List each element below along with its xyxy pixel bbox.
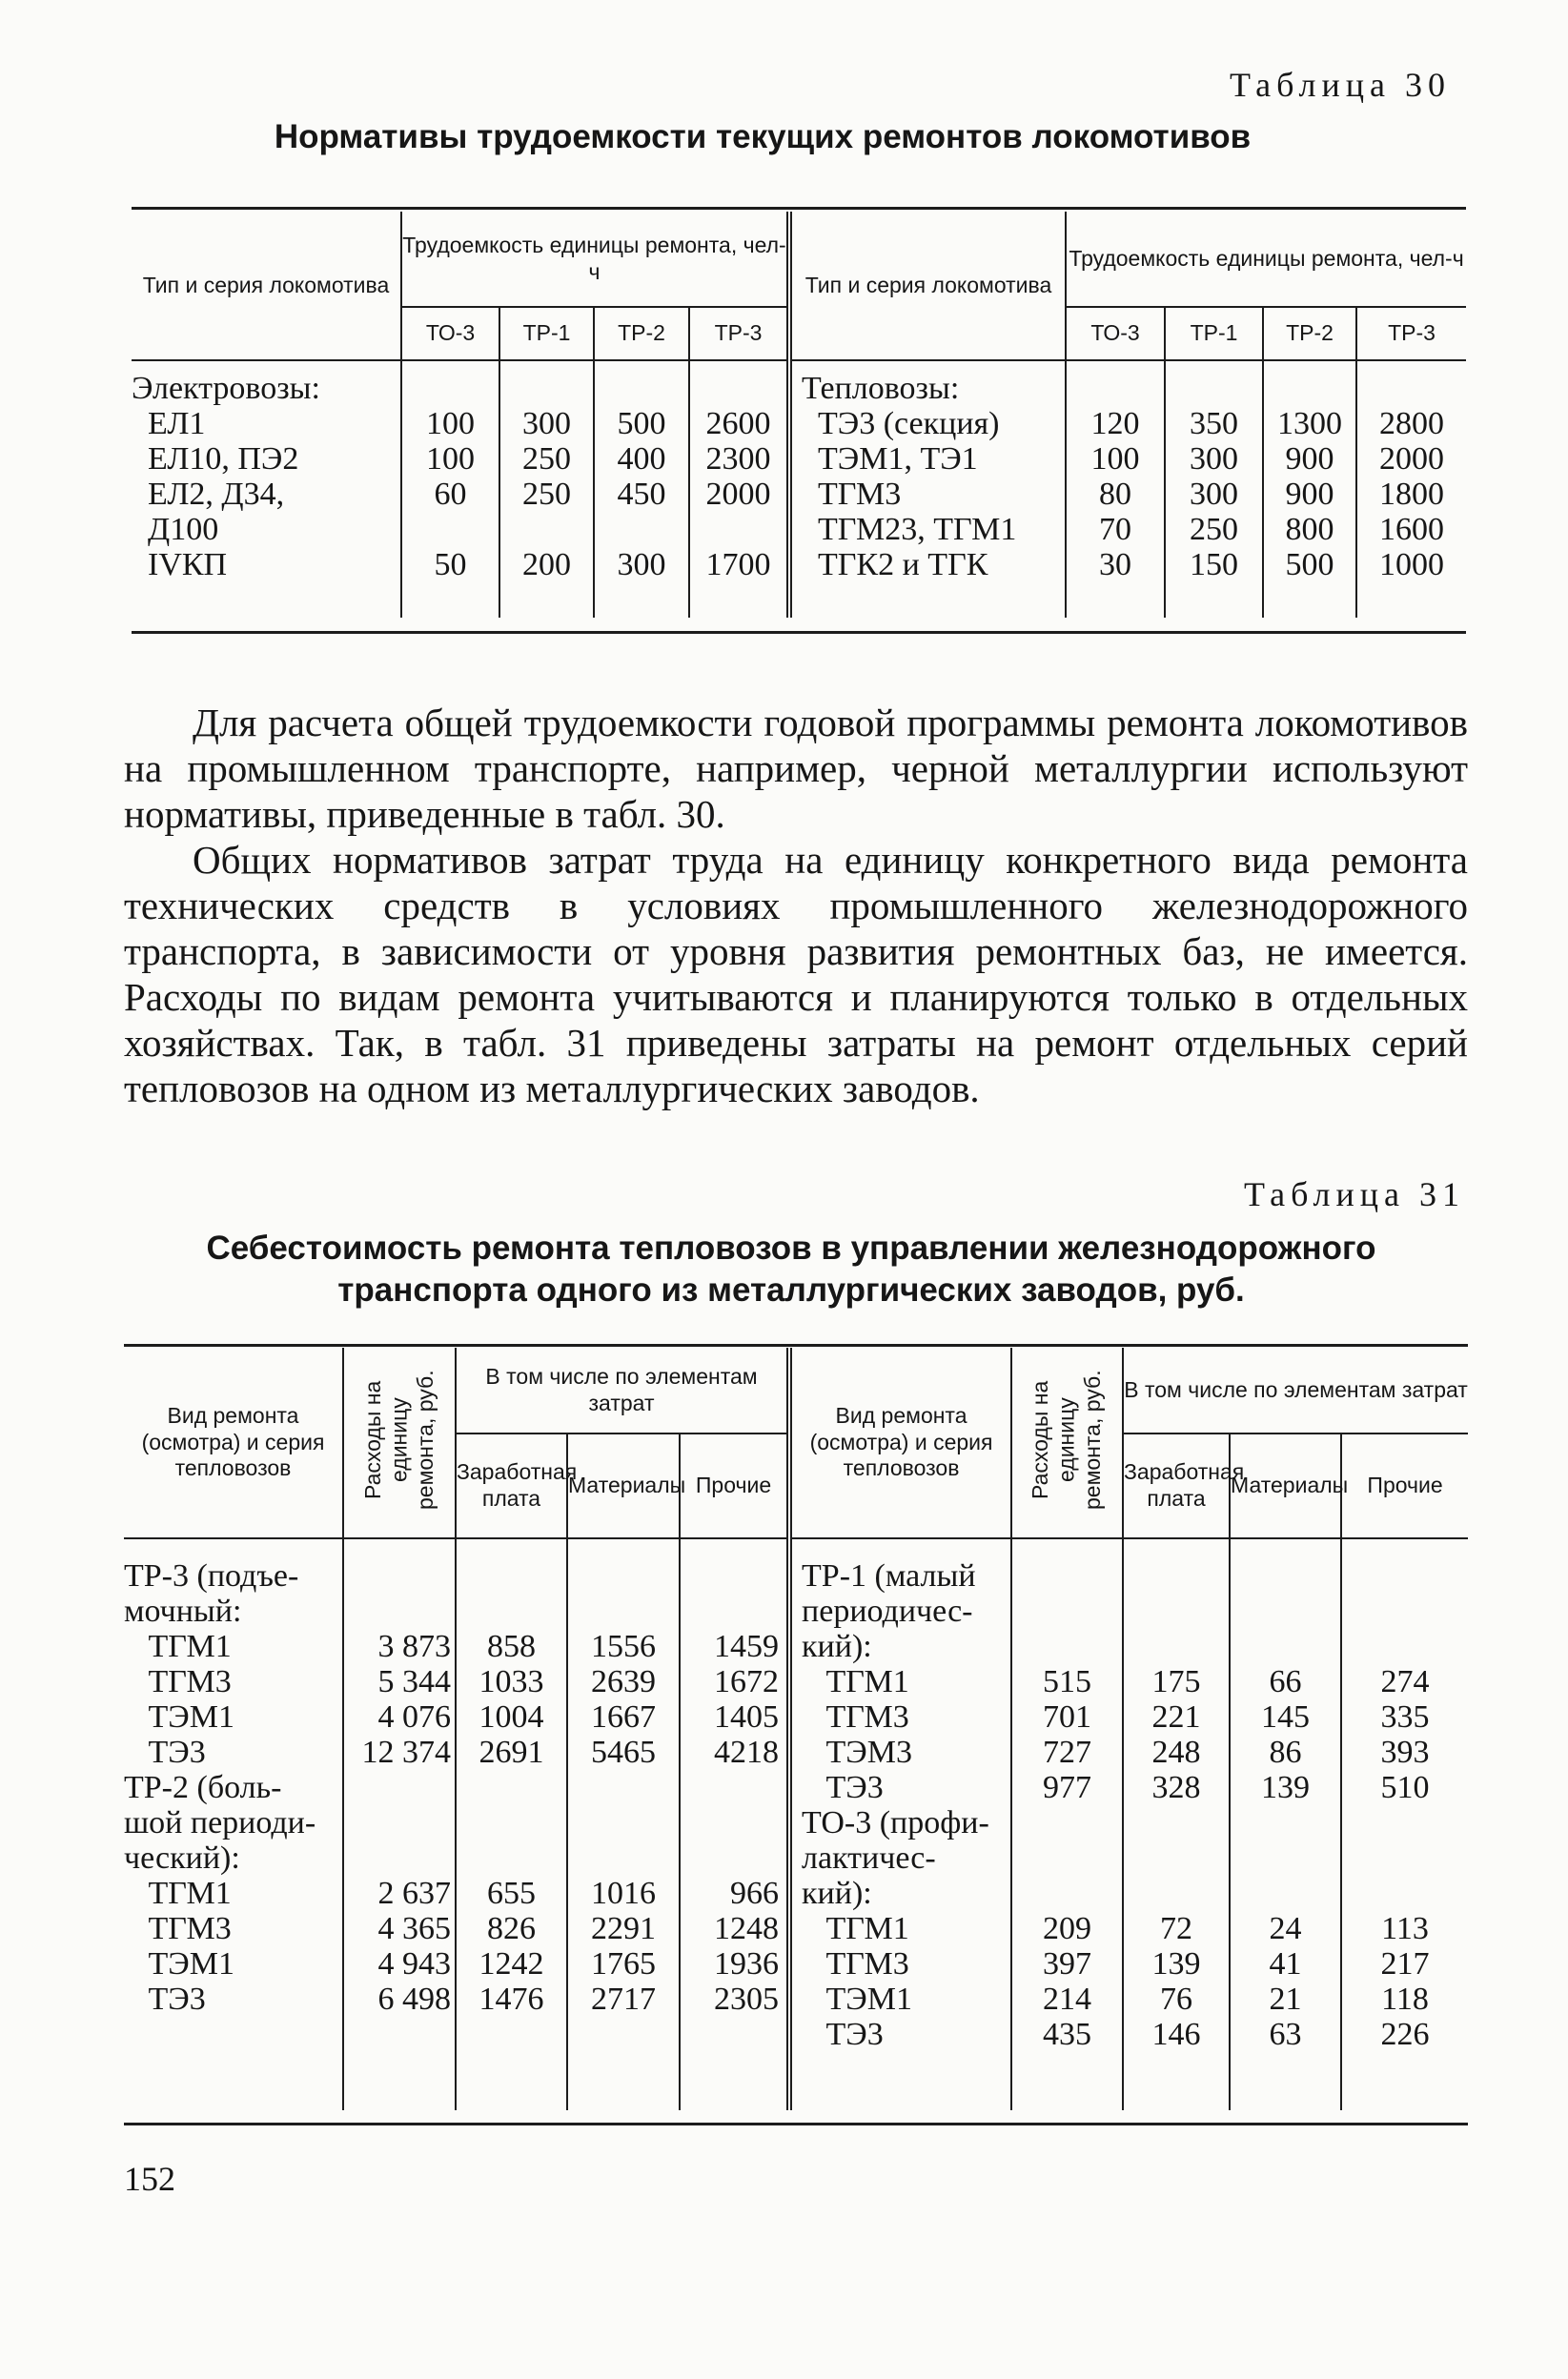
page-number: 152 [124,2160,175,2198]
table31-right-cost: 515 701 727 977 209 397 214 435 [1011,1538,1123,2110]
table30-right-tr1: 350 300 300 250 150 [1165,360,1263,618]
table31-right-kinds: ТР-1 (малый периодичес- кий): ТГМ1 ТГМ3 ТЭМ3 ТЭ3 ТО-3 (профи- лактичес- кий): ТГМ1 ТГМ3 ТЭМ1 ТЭ3 [789,1538,1011,2110]
table31-header-cost-left-text: Расходы на единицу ремонта, руб. [359,1369,438,1510]
table31-header-mat-right: Материалы [1230,1434,1341,1538]
table30-header-tr2-right: ТР-2 [1263,307,1356,360]
table30-caption: Таблица 30 [1230,66,1451,104]
table30-header-to3-right: ТО-3 [1066,307,1165,360]
table30-header-labor-right: Трудоемкость единицы ремонта, чел-ч [1066,212,1466,307]
table30-right-to3: 120 100 80 70 30 [1066,360,1165,618]
table31-header-cost-left [343,1348,456,1538]
table30-bottom-rule [132,631,1466,634]
table30-right-types: Тепловозы: ТЭ3 (секция) ТЭМ1, ТЭ1 ТГМ3 ТГМ23, ТГМ1 ТГК2 и ТГК [789,360,1066,618]
table31-left-kinds: ТР-3 (подъе- мочный: ТГМ1 ТГМ3 ТЭМ1 ТЭ3 ТР-2 (боль- шой периоди- ческий): ТГМ1 ТГМ3 ТЭМ1 ТЭ3 [124,1558,316,2017]
table30-header-tr3: ТР-3 [689,307,789,360]
table31-header-other-right: Прочие [1341,1434,1468,1538]
paragraph-1: Для расчета общей трудоемкости годовой программы ремонта локомотивов на промышленном транспорте, например, черной металлургии используют нормативы, приведенные в табл. 30. [124,701,1468,836]
table31-header-wage-left: Заработная плата [456,1434,567,1538]
table31-header-incl-left: В том числе по элементам затрат [456,1348,789,1434]
table30-header-tr2: ТР-2 [594,307,689,360]
table30-header-type-right: Тип и серия локомотива [789,212,1066,360]
table31-right-mat: 66 145 86 139 24 41 21 63 [1230,1538,1341,2110]
table30-header-labor-left: Трудоемкость единицы ремонта, чел-ч [401,212,789,307]
table31-left-other: 1459 1672 1405 4218 966 1248 1936 2305 [680,1538,789,2110]
table30-left-tr2: 500 400 450 300 [594,360,689,618]
table31-right-other: 274 335 393 510 113 217 118 226 [1341,1538,1468,2110]
table31-header-mat-left: Материалы [567,1434,680,1538]
table31-left-cost: 3 873 5 344 4 076 12 374 2 637 4 365 4 943 6 498 [343,1538,456,2110]
table31-header-other-left: Прочие [680,1434,789,1538]
table30-header-tr3-right: ТР-3 [1356,307,1466,360]
table31-header-cost-right [1011,1348,1123,1538]
table30-title: Нормативы трудоемкости текущих ремонтов локомотивов [274,118,1252,155]
table31-caption: Таблица 31 [1244,1175,1465,1213]
table31-top-rule [124,1344,1468,1347]
table31-header-wage-right: Заработная плата [1123,1434,1230,1538]
table31-bottom-rule [124,2123,1468,2125]
table30-left-types: Электровозы: ЕЛ1 ЕЛ10, ПЭ2 ЕЛ2, Д34, Д100 IVКП [132,371,320,582]
body-text [124,700,1468,1111]
table31-header-kind-left: Вид ремонта (осмотра) и серия тепловозов [141,1403,325,1481]
table31-header-kind-right: Вид ремонта (осмотра) и серия тепловозов [789,1348,1011,1538]
table30-right-tr2: 1300 900 900 800 500 [1263,360,1356,618]
table30-header-tr1-right: ТР-1 [1165,307,1263,360]
table31-left-wage: 858 1033 1004 2691 655 826 1242 1476 [456,1538,567,2110]
table30-left-to3: 100 100 60 50 [401,360,499,618]
table30-header-to3: ТО-3 [401,307,499,360]
table30-left-tr3: 2600 2300 2000 1700 [689,360,789,618]
table31-header-incl-right: В том числе по элементам затрат [1123,1348,1468,1434]
table31-right-wage: 175 221 248 328 72 139 76 146 [1123,1538,1230,2110]
table30-header-tr1: ТР-1 [499,307,594,360]
table30-left-tr1: 300 250 250 200 [499,360,594,618]
table30-top-rule [132,207,1466,210]
table30-header-type-left: Тип и серия локомотива [142,272,390,297]
table30-right-tr3: 2800 2000 1800 1600 1000 [1356,360,1466,618]
table31-header-cost-right-text: Расходы на единицу ремонта, руб. [1028,1369,1106,1510]
table31-title: Себестоимость ремонта тепловозов в управлении железнодорожного транспорта одного из металлургических заводов, руб. [206,1230,1376,1309]
table31 [124,1348,1468,2110]
paragraph-2: Общих нормативов затрат труда на единицу конкретного вида ремонта технических средств в условиях промышленного железнодорожного транспорта, в зависимости от уровня развития ремонтных баз, не имеется. Расходы по видам ремонта учитываются и планируются только в отдельных хозяйствах. Так, в табл. 31 приведены затраты на ремонт отдельных серий тепловозов на одном из металлургических заводов. [124,838,1468,1110]
table31-left-mat: 1556 2639 1667 5465 1016 2291 1765 2717 [567,1538,680,2110]
table30 [132,212,1466,618]
